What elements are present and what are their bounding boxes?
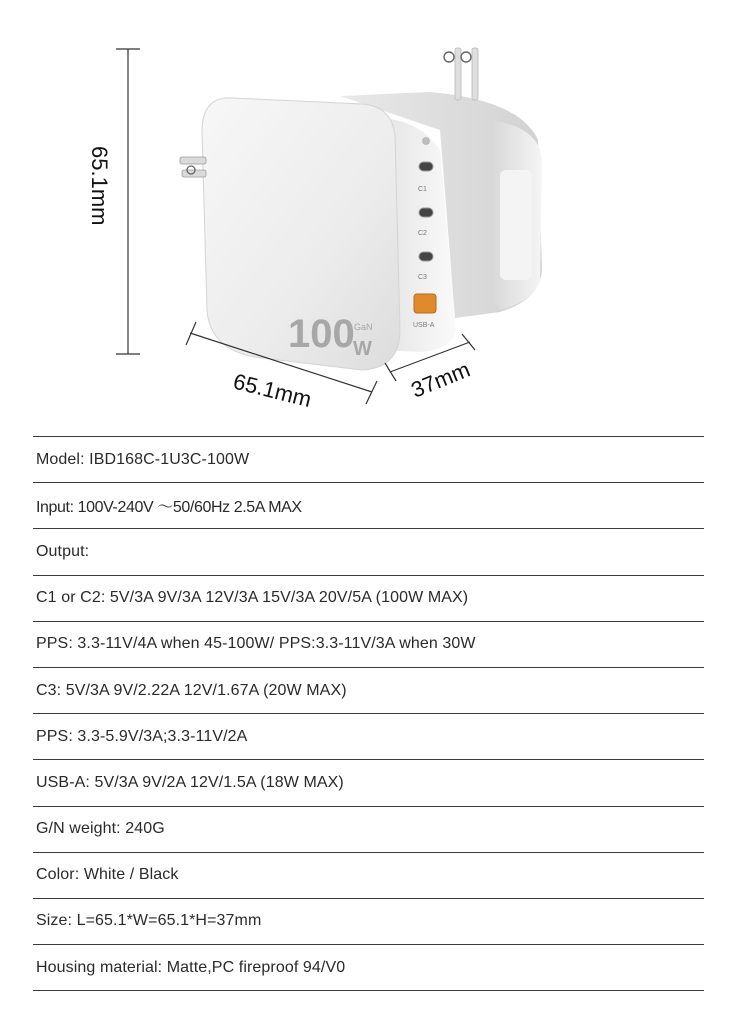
- port-usb-a: [414, 294, 436, 313]
- plug-prongs-left: [180, 157, 206, 177]
- power-number: 100: [288, 312, 355, 356]
- spec-row-c1-c2: C1 or C2: 5V/3A 9V/3A 12V/3A 15V/3A 20V/5A (100W MAX): [33, 576, 704, 622]
- spec-row-size: Size: L=65.1*W=65.1*H=37mm: [33, 899, 704, 945]
- width-dimension-label: 65.1mm: [230, 368, 314, 413]
- plug-prongs-top: [444, 48, 478, 100]
- spec-table: [33, 436, 704, 991]
- port-label-usb-a: USB-A: [413, 322, 435, 329]
- port-c2: [419, 208, 433, 217]
- port-c1: [419, 162, 433, 171]
- height-dimension: [116, 49, 140, 354]
- spec-row-c3: C3: 5V/3A 9V/2.22A 12V/1.67A (20W MAX): [33, 668, 704, 714]
- spec-row-pps-c3: PPS: 3.3-5.9V/3A;3.3-11V/2A: [33, 714, 704, 760]
- spec-row-weight: G/N weight: 240G: [33, 807, 704, 853]
- product-dimension-illustration: [0, 0, 750, 430]
- depth-dimension-label: 37mm: [407, 356, 474, 403]
- spec-row-pps-c1-c2: PPS: 3.3-11V/4A when 45-100W/ PPS:3.3-11V/3A when 30W: [33, 622, 704, 668]
- spec-row-input: Input: 100V-240V 〜50/60Hz 2.5A MAX: [33, 483, 704, 529]
- port-label-c2: C2: [418, 230, 427, 237]
- spec-row-model: Model: IBD168C-1U3C-100W: [33, 437, 704, 483]
- spec-row-output: Output:: [33, 529, 704, 575]
- power-unit: W: [353, 338, 372, 360]
- port-c3: [419, 252, 433, 261]
- port-label-c1: C1: [418, 186, 427, 193]
- port-label-c3: C3: [418, 274, 427, 281]
- height-dimension-label: 65.1mm: [87, 146, 112, 226]
- spec-row-color: Color: White / Black: [33, 853, 704, 899]
- gan-label: GaN: [354, 322, 373, 332]
- spec-row-usb-a: USB-A: 5V/3A 9V/2A 12V/1.5A (18W MAX): [33, 760, 704, 806]
- spec-row-housing: Housing material: Matte,PC fireproof 94/V0: [33, 945, 704, 991]
